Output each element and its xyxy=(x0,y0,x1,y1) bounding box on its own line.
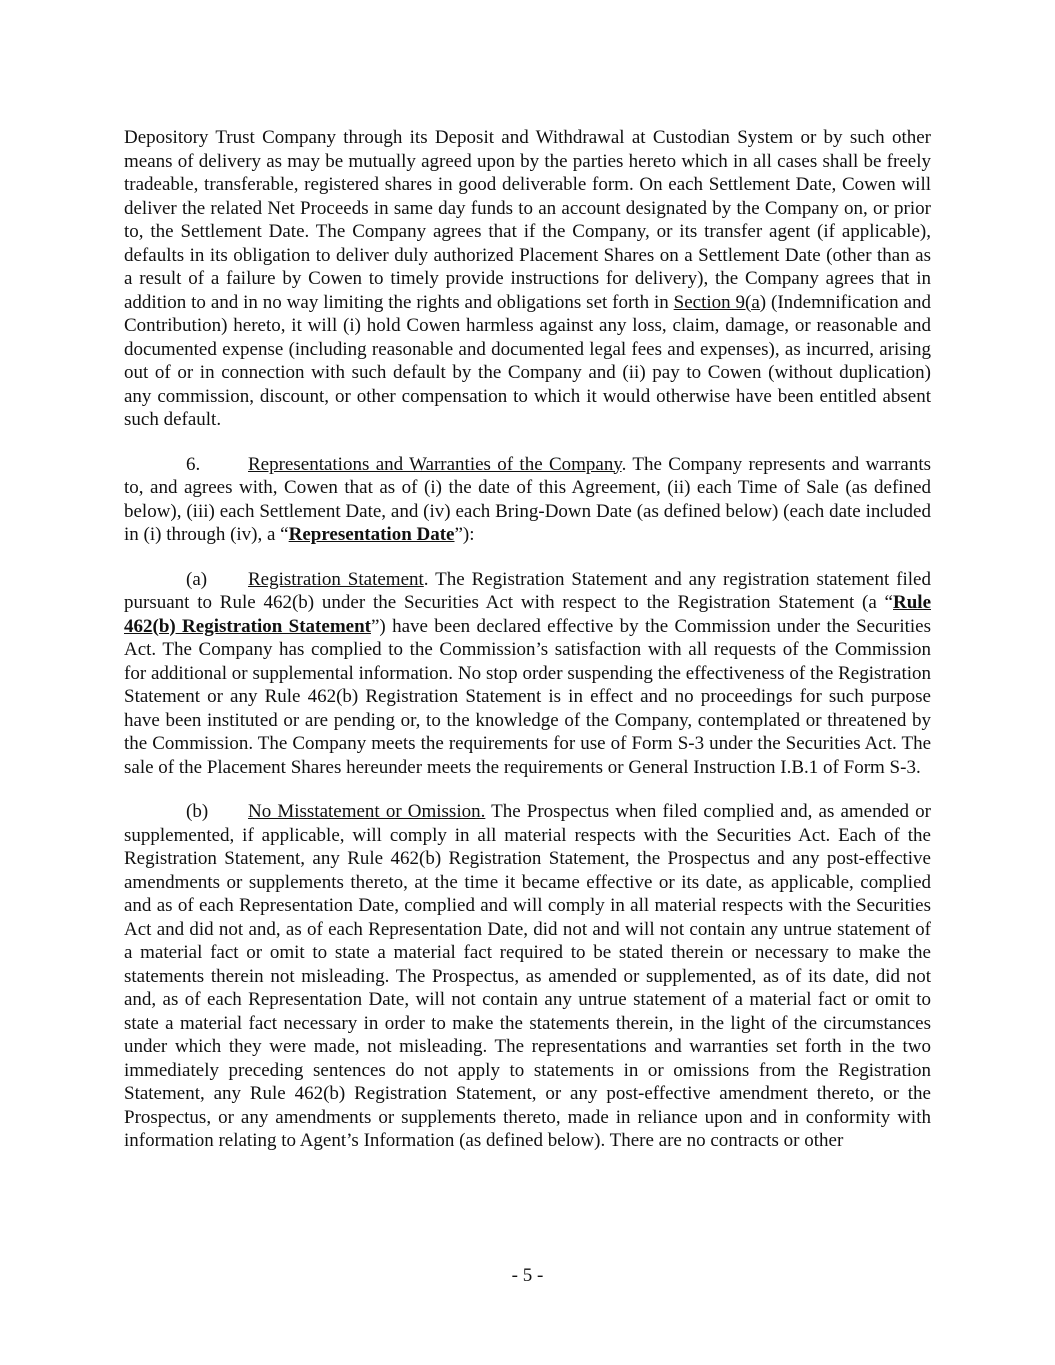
subsection-text: . The Registration Statement and any registration statement filed pursuant to Rule 462(b) under the Securities Act with respect to the Registration Statement (a “ xyxy=(124,568,931,613)
section-heading: Representations and Warranties of the Company xyxy=(248,453,622,475)
paragraph-settlement xyxy=(124,126,931,432)
document-body xyxy=(124,126,931,1174)
section-6 xyxy=(124,453,931,547)
paragraph-text: Depository Trust Company through its Deposit and Withdrawal at Custodian System or by such other means of delivery as may be mutually agreed upon by the parties hereto which in all cases shall be freely tradeable, transferable, registered shares in good deliverable form. On each Settlement Date, Cowen will deliver the related Net Proceeds in same day funds to an account designated by the Company on, or prior to, the Settlement Date. The Company agrees that if the Company, or its transfer agent (if applicable), defaults in its obligation to deliver duly authorized Placement Shares on a Settlement Date (other than as a result of a failure by Cowen to timely provide instructions for delivery), the Company agrees that in addition to and in no way limiting the rights and obligations set forth in xyxy=(124,127,931,313)
subsection-text: ”) have been declared effective by the Commission under the Securities Act. The Company has complied to the Commission’s satisfaction with all requests of the Commission for additional or supplemental information. No stop order suspending the effectiveness of the Registration Statement or any Rule 462(b) Registration Statement is in effect and no proceedings for such purpose have been instituted or are pending or, to the knowledge of the Company, contemplated or threatened by the Commission. The Company meets the requirements for use of Form S-3 under the Securities Act. The sale of the Placement Shares hereunder meets the requirements or General Instruction I.B.1 of Form S-3. xyxy=(124,615,931,778)
defined-term: Representation Date xyxy=(288,524,455,545)
section-text: . The Company represents and warrants to, and agrees with, Cowen that as of (i) the date of this Agreement, (ii) each Time of Sale (as defined below), (iii) each Settlement Date, and (iv) each Bring-Down Date (as defined below) (each date included in (i) through (iv), a “ xyxy=(124,453,931,545)
paragraph-text: (Indemnification and Contribution) hereto, it will (i) hold Cowen harmless against any loss, claim, damage, or reasonable and documented expense (including reasonable and documented legal fees and expenses), as incurred, arising out of or in connection with such default by the Company and (ii) pay to Cowen (without duplication) any commission, discount, or other compensation to which it would otherwise have been entitled absent such default. xyxy=(124,291,932,430)
section-number: 6. xyxy=(186,453,201,475)
subsection-number: (b) xyxy=(186,801,209,822)
page-number: - 5 - xyxy=(511,1265,544,1286)
subsection-b xyxy=(124,800,931,1153)
section-reference: Section 9(a) xyxy=(673,291,767,313)
subsection-heading: Registration Statement xyxy=(248,568,424,590)
defined-term: Rule 462(b) Registration Statement xyxy=(124,592,931,637)
section-text: ”): xyxy=(454,524,475,545)
subsection-a xyxy=(124,568,931,780)
subsection-heading: No Misstatement or Omission. xyxy=(248,801,486,822)
subsection-text: The Prospectus when filed complied and, as amended or supplemented, if applicable, will comply in all material respects with the Securities Act. Each of the Registration Statement, any Rule 462(b) Registration Statement, the Prospectus and any post-effective amendments or supplements thereto, at the time it became effective or its date, as applicable, complied and as of each Representation Date, complied and will comply in all material respects with the Securities Act and did not and, as of each Representation Date, did not and will not contain any untrue statement of a material fact or omit to state a material fact required to be stated therein or necessary to make the statements therein not misleading. The Prospectus, as amended or supplemented, as of its date, did not and, as of each Representation Date, will not contain any untrue statement of a material fact or omit to state a material fact necessary in order to make the statements therein, in the light of the circumstances under which they were made, not misleading. The representations and warranties set forth in the two immediately preceding sentences do not apply to statements in or omissions from the Registration Statement, any Rule 462(b) Registration Statement, or any post-effective amendment thereto, or the Prospectus, or any amendments or supplements thereto, made in reliance upon and in conformity with information relating to Agent’s Information (as defined below). There are no contracts or other xyxy=(124,801,931,1151)
subsection-number: (a) xyxy=(186,568,208,590)
